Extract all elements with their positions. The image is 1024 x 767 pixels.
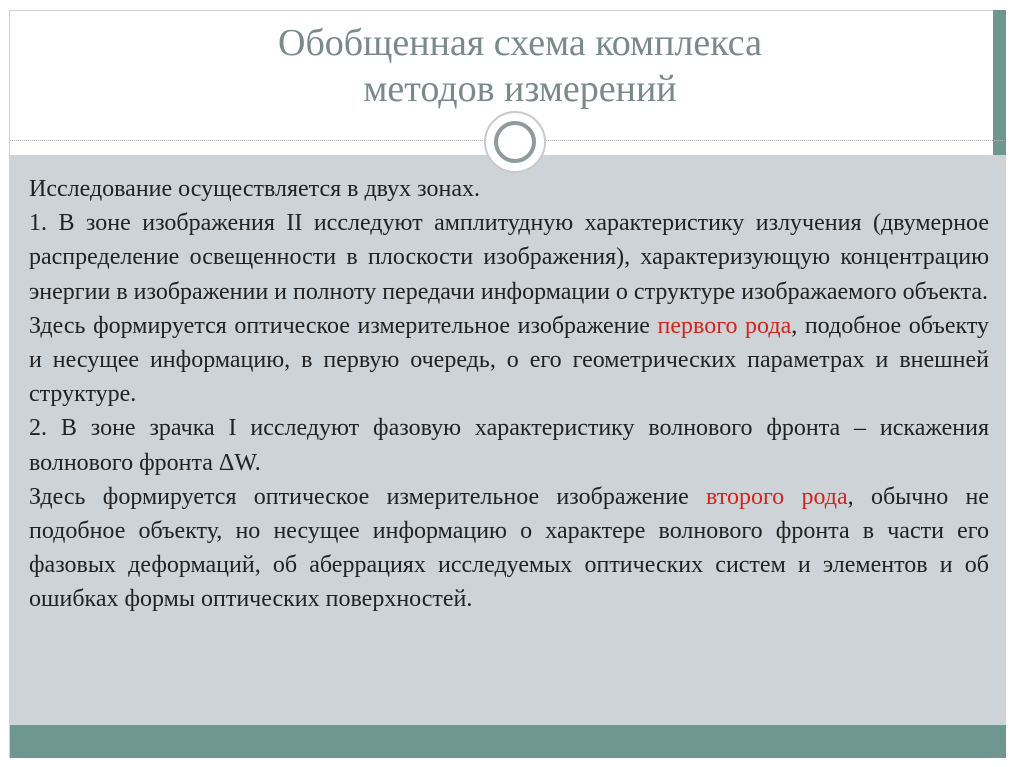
- paragraph-first-kind-end: , подобное объекту и несущее информацию, в первую очередь, о его геометрических параметрах и внешней структуре.: [29, 312, 989, 408]
- slide-title-line-1: Обобщенная схема комплекса: [278, 22, 762, 64]
- paragraph-second-kind-start: Здесь формируется оптическое измерительное изображение: [29, 483, 707, 510]
- paragraph-zone-image: 1. В зоне изображения II исследуют амплитудную характеристику излучения (двумерное распределение освещенности в плоскости изображения), характеризующую концентрацию энергии в изображении и полноту передачи информации о структуре изображаемого объекта.: [29, 210, 989, 305]
- highlight-first-kind: первого рода: [657, 312, 792, 339]
- paragraph-first-kind-start: Здесь формируется оптическое измерительное изображение: [29, 312, 658, 339]
- accent-bar-top-right: [993, 10, 1006, 155]
- paragraph-second-kind: [29, 480, 989, 617]
- paragraph-zone-pupil: 2. В зоне зрачка I исследуют фазовую характеристику волнового фронта – искажения волнового фронта ΔW.: [29, 415, 989, 476]
- slide-title-line-2: методов измерений: [363, 68, 677, 110]
- paragraph-intro: Исследование осуществляется в двух зонах.: [29, 176, 481, 202]
- slide-body: [29, 172, 989, 617]
- circle-ornament-inner: [494, 121, 536, 163]
- highlight-second-kind: второго рода: [706, 483, 848, 510]
- accent-bar-bottom: [10, 725, 1006, 758]
- paragraph-first-kind: [29, 309, 989, 412]
- paragraph-second-kind-end: , обычно не подобное объекту, но несущее информацию о характере волнового фронта в части его фазовых деформаций, об аберрациях исследуемых оптических систем и элементов и об ошибках формы оптических поверхностей.: [29, 483, 989, 613]
- circle-ornament-icon: [484, 111, 546, 173]
- slide-title: [160, 20, 880, 112]
